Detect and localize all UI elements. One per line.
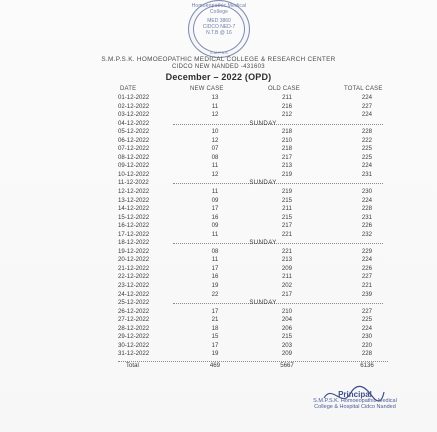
cell-old-case: 219 — [281, 188, 293, 196]
cell-date: 21-12-2022 — [118, 264, 150, 272]
header-old-case: OLD CASE — [268, 86, 300, 92]
table-header — [118, 86, 388, 94]
table-row — [118, 333, 388, 342]
cell-total-case: 225 — [361, 316, 373, 324]
table-row — [118, 154, 388, 163]
seal-inner — [197, 18, 241, 36]
cell-date: 08-12-2022 — [118, 153, 150, 161]
cell-date: 05-12-2022 — [118, 128, 150, 136]
cell-date: 16-12-2022 — [118, 222, 150, 230]
cell-date: 09-12-2022 — [118, 162, 150, 170]
seal-inner-line-2: CIDCO NED-7 — [202, 24, 236, 30]
cell-total-case: 224 — [361, 196, 373, 204]
cell-old-case: 219 — [281, 170, 293, 178]
cell-new-case: 11 — [211, 230, 219, 238]
cell-date: 11-12-2022 — [118, 179, 149, 187]
cell-date: 22-12-2022 — [118, 273, 150, 281]
cell-total-case: 224 — [361, 162, 373, 170]
cell-old-case: 217 — [281, 222, 293, 230]
table-row — [118, 273, 388, 282]
table-row — [118, 111, 388, 120]
table-row — [118, 128, 388, 137]
cell-date: 01-12-2022 — [118, 94, 150, 101]
sunday-row — [118, 299, 388, 308]
table-row — [118, 282, 388, 291]
cell-date: 28-12-2022 — [118, 324, 150, 332]
cell-total-case: 239 — [361, 290, 373, 298]
cell-old-case: 204 — [281, 316, 293, 324]
cell-old-case: 218 — [281, 145, 293, 153]
cell-new-case: 09 — [211, 196, 219, 204]
cell-old-case: 210 — [281, 307, 293, 315]
cell-date: 04-12-2022 — [118, 119, 150, 127]
cell-total-case: 224 — [361, 324, 373, 332]
cell-total-case: 229 — [361, 247, 373, 255]
cell-total-case: 224 — [361, 94, 373, 101]
cell-date: 19-12-2022 — [118, 247, 150, 255]
opd-table-body — [118, 94, 388, 371]
cell-new-case: 21 — [211, 316, 219, 324]
cell-new-case: 07 — [211, 145, 219, 153]
cell-old-case: 217 — [281, 153, 293, 161]
cell-old-case: 213 — [281, 162, 293, 170]
cell-total-case: 222 — [361, 136, 373, 144]
cell-new-case: 22 — [211, 290, 219, 298]
cell-total-case: 227 — [361, 307, 373, 315]
cell-total-case: 221 — [361, 282, 373, 290]
cell-date: 23-12-2022 — [118, 282, 150, 290]
table-row — [118, 145, 388, 154]
cell-old-case: 213 — [281, 256, 293, 264]
college-seal — [188, 0, 250, 58]
cell-total-case: 226 — [361, 264, 373, 272]
sunday-label: SUNDAY — [249, 179, 277, 187]
table-total-row — [118, 361, 388, 371]
cell-new-case: 10 — [211, 128, 219, 136]
cell-total-case: 228 — [361, 128, 373, 136]
cell-old-case: 215 — [281, 213, 293, 221]
cell-total-case: 224 — [361, 256, 373, 264]
cell-new-case: 17 — [211, 341, 219, 349]
cell-old-case: 221 — [281, 247, 293, 255]
cell-old-case: 209 — [281, 264, 293, 272]
table-row — [118, 256, 388, 265]
table-row — [118, 342, 388, 351]
cell-date: 12-12-2022 — [118, 188, 150, 196]
cell-total-case: 225 — [361, 145, 373, 153]
cell-old-case: 211 — [282, 273, 292, 281]
cell-old-case: 206 — [281, 324, 293, 332]
signature-title: Principal — [338, 390, 372, 399]
total-label: Total — [126, 361, 139, 369]
cell-old-case: 216 — [281, 102, 293, 110]
cell-total-case: 227 — [361, 273, 373, 281]
cell-new-case: 17 — [211, 307, 219, 315]
cell-total-case: 231 — [361, 213, 373, 221]
cell-date: 14-12-2022 — [118, 205, 150, 213]
sunday-label: SUNDAY — [249, 239, 277, 247]
table-row — [118, 214, 388, 223]
cell-date: 29-12-2022 — [118, 333, 150, 341]
cell-date: 18-12-2022 — [118, 239, 150, 247]
total-new-case: 469 — [209, 361, 221, 369]
cell-date: 24-12-2022 — [118, 290, 150, 298]
cell-new-case: 15 — [211, 333, 219, 341]
sunday-label: SUNDAY — [249, 119, 277, 127]
cell-new-case: 19 — [211, 350, 219, 358]
cell-new-case: 11 — [211, 162, 219, 170]
sunday-row — [118, 179, 388, 188]
table-row — [118, 162, 388, 171]
cell-old-case: 217 — [281, 290, 293, 298]
table-row — [118, 222, 388, 231]
college-name: S.M.P.S.K. HOMOEOPATHIC MEDICAL COLLEGE & RESEARCH CENTER — [101, 56, 336, 63]
seal-bottom-text: S.M.P.S.K — [210, 50, 228, 55]
cell-new-case: 11 — [211, 188, 219, 196]
cell-new-case: 12 — [211, 111, 219, 119]
table-row — [118, 188, 388, 197]
cell-new-case: 17 — [211, 264, 219, 272]
signature-line-1: S.M.P.S.K. Homoeopathic Medical — [313, 398, 397, 404]
cell-old-case: 202 — [281, 282, 293, 290]
cell-total-case: 227 — [361, 102, 373, 110]
cell-new-case: 08 — [211, 153, 219, 161]
table-row — [118, 103, 388, 112]
cell-old-case: 211 — [282, 205, 292, 213]
cell-old-case: 218 — [281, 128, 293, 136]
cell-new-case: 12 — [211, 136, 219, 144]
total-total-case: 6136 — [360, 361, 374, 369]
header-new-case: NEW CASE — [190, 86, 224, 92]
table-row — [118, 231, 388, 240]
table-row — [118, 350, 388, 359]
cell-new-case: 09 — [211, 222, 219, 230]
cell-new-case: 16 — [211, 213, 219, 221]
sunday-label: SUNDAY — [249, 299, 277, 307]
cell-total-case: 220 — [361, 341, 373, 349]
cell-date: 03-12-2022 — [118, 111, 150, 119]
cell-date: 15-12-2022 — [118, 213, 150, 221]
cell-date: 27-12-2022 — [118, 316, 150, 324]
cell-date: 20-12-2022 — [118, 256, 150, 264]
cell-new-case: 12 — [211, 170, 219, 178]
cell-total-case: 230 — [361, 188, 373, 196]
cell-date: 06-12-2022 — [118, 136, 150, 144]
cell-new-case: 19 — [211, 282, 219, 290]
table-row — [118, 325, 388, 334]
cell-new-case: 16 — [211, 273, 219, 281]
cell-old-case: 209 — [281, 350, 293, 358]
seal-ring-text: Homoeopathic Medical College — [191, 3, 247, 15]
table-row — [118, 137, 388, 146]
cell-date: 26-12-2022 — [118, 307, 150, 315]
sunday-row — [118, 120, 388, 129]
cell-new-case: 17 — [211, 205, 219, 213]
cell-new-case: 08 — [211, 247, 219, 255]
cell-total-case: 228 — [361, 350, 373, 358]
report-title: December – 2022 (OPD) — [165, 72, 272, 82]
table-row — [118, 205, 388, 214]
cell-total-case: 224 — [361, 111, 373, 119]
table-row — [118, 171, 388, 180]
cell-total-case: 226 — [361, 222, 373, 230]
cell-new-case: 11 — [211, 256, 219, 264]
cell-date: 31-12-2022 — [118, 350, 150, 358]
signature-line-2: College & Hospital Cidco Nanded — [314, 404, 396, 410]
cell-new-case: 13 — [211, 94, 219, 101]
table-row — [118, 94, 388, 103]
table-row — [118, 308, 388, 317]
college-address: CIDCO NEW NANDED -431603 — [172, 64, 265, 70]
header-date: DATE — [120, 86, 137, 92]
cell-old-case: 210 — [281, 136, 293, 144]
cell-date: 13-12-2022 — [118, 196, 150, 204]
table-row — [118, 248, 388, 257]
table-row — [118, 291, 388, 300]
header-total-case: TOTAL CASE — [344, 86, 383, 92]
seal-inner-line-3: N.T.B @ 16 — [206, 30, 232, 36]
cell-total-case: 230 — [361, 333, 373, 341]
cell-old-case: 215 — [281, 333, 293, 341]
cell-total-case: 228 — [361, 205, 373, 213]
cell-total-case: 225 — [361, 153, 373, 161]
cell-old-case: 211 — [282, 94, 292, 101]
cell-date: 02-12-2022 — [118, 102, 150, 110]
cell-new-case: 18 — [211, 324, 219, 332]
cell-date: 30-12-2022 — [118, 341, 150, 349]
table-row — [118, 316, 388, 325]
seal-inner-line-1: MED 3860 — [207, 18, 231, 24]
total-old-case: 5667 — [280, 361, 294, 369]
cell-old-case: 215 — [281, 196, 293, 204]
cell-date: 10-12-2022 — [118, 170, 150, 178]
cell-date: 17-12-2022 — [118, 230, 150, 238]
cell-date: 25-12-2022 — [118, 299, 150, 307]
cell-date: 07-12-2022 — [118, 145, 150, 153]
cell-old-case: 203 — [281, 341, 293, 349]
table-row — [118, 197, 388, 206]
cell-new-case: 11 — [211, 102, 219, 110]
cell-total-case: 232 — [361, 230, 373, 238]
cell-old-case: 221 — [281, 230, 293, 238]
sunday-row — [118, 239, 388, 248]
cell-total-case: 231 — [361, 170, 373, 178]
table-row — [118, 265, 388, 274]
cell-old-case: 212 — [281, 111, 293, 119]
principal-signature-block — [305, 392, 405, 410]
